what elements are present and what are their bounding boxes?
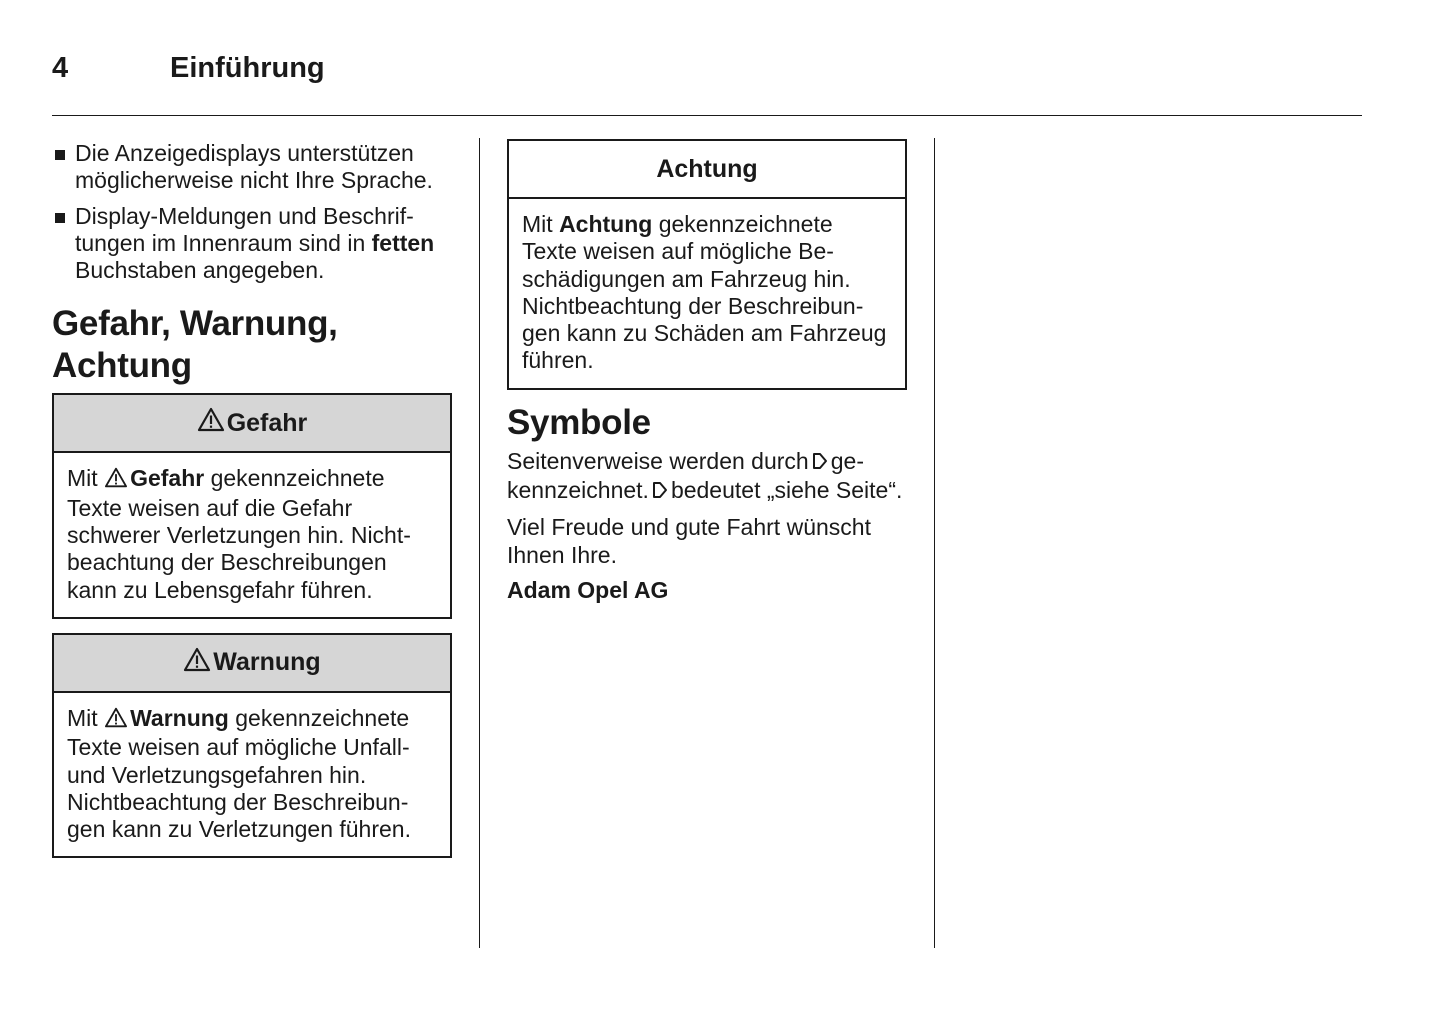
bullet-list (52, 140, 452, 284)
page-number: 4 (52, 52, 69, 84)
warning-triangle-icon (197, 407, 225, 439)
bullet-text: Buchstaben angegeben. (75, 257, 325, 284)
keyword-text: Warnung (130, 704, 229, 731)
section-heading: Gefahr, Warnung, Achtung (52, 304, 338, 386)
body-text: gekennzeichnete Texte weisen auf die Gefahr schwerer Verletzungen hin. Nichtbeachtung der Beschreibungen kann zu Lebensgefahr führen. (67, 465, 411, 603)
closing-paragraph: Viel Freude und gute Fahrt wünscht Ihnen Ihre. (507, 514, 871, 568)
gefahr-box-title (54, 395, 450, 453)
keyword-text: Achtung (559, 211, 653, 237)
column-divider (934, 138, 935, 948)
warning-triangle-icon (104, 467, 128, 494)
section-heading: Symbole (507, 402, 651, 442)
body-text: gekennzeichnet. (507, 447, 864, 504)
body-text: Mit (67, 704, 105, 731)
body-text: Mit (522, 211, 560, 237)
column-left (52, 140, 452, 858)
gefahr-box (52, 393, 452, 618)
column-middle (507, 139, 907, 612)
page-reference-arrow-icon (651, 479, 669, 506)
bullet-text: Die Anzeigedisplays unterstützen möglicherweise nicht Ihre Sprache. (75, 140, 433, 194)
body-text: gekennzeichnete Texte weisen auf mögliche Beschädigungen am Fahrzeug hin. Nichtbeachtung der Beschreibungen kann zu Schäden am Fahrzeug führen. (522, 211, 887, 374)
body-text: gekennzeichnete Texte weisen auf mögliche Unfall- und Verletzungsgefahren hin. Nichtbeachtung der Beschreibungen kann zu Verletzungen führen. (67, 704, 411, 843)
column-divider (479, 138, 480, 948)
body-text: Mit (67, 465, 105, 492)
achtung-box (507, 139, 907, 390)
body-text: bedeutet „siehe Seite“. (670, 477, 903, 504)
achtung-box-body (509, 199, 905, 388)
header-rule (52, 115, 1362, 116)
keyword-text: Gefahr (130, 465, 205, 492)
warnung-box-title (54, 635, 450, 693)
bullet-text: Display-Meldungen und Beschriftungen im Innenraum sind in (75, 202, 414, 256)
achtung-title-text: Achtung (656, 154, 758, 183)
warnung-box-body (54, 693, 450, 856)
achtung-box-title (509, 141, 905, 199)
page-reference-arrow-icon (811, 450, 829, 477)
bullet-bold-text: fetten (371, 229, 435, 256)
body-text: Seitenverweise werden durch (507, 447, 809, 474)
bullet-item (52, 140, 452, 195)
warning-triangle-icon (183, 647, 211, 679)
warnung-box (52, 633, 452, 858)
chapter-title: Einführung (170, 52, 325, 84)
warning-triangle-icon (104, 707, 128, 734)
signature: Adam Opel AG (507, 576, 669, 603)
bullet-item (52, 203, 452, 285)
warnung-title-text: Warnung (213, 648, 321, 677)
gefahr-title-text: Gefahr (226, 408, 308, 437)
gefahr-box-body (54, 453, 450, 616)
symbole-paragraph (507, 448, 907, 507)
